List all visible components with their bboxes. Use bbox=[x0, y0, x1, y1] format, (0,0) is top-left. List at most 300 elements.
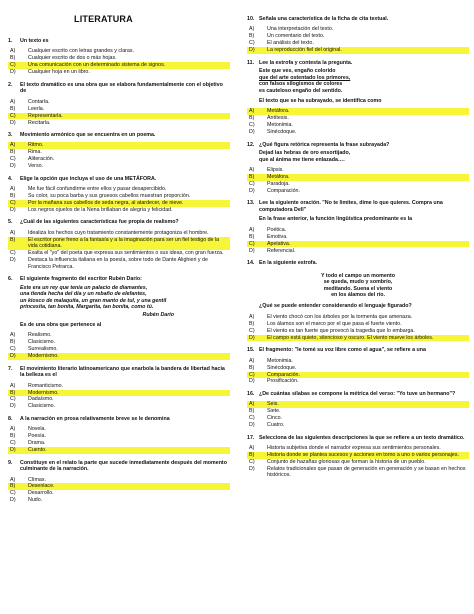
option-letter: A) bbox=[10, 142, 16, 149]
answer-option bbox=[8, 55, 230, 61]
answer-option-highlighted bbox=[247, 372, 469, 378]
option-text: Metáfora. bbox=[267, 108, 290, 115]
option-letter: C) bbox=[10, 346, 16, 353]
question-prompt: En la frase anterior, la función lingüística predominante es la bbox=[259, 216, 413, 223]
question-number: 6. bbox=[8, 276, 13, 283]
option-text: Romanticismo. bbox=[28, 382, 64, 389]
question-prompt: Es de una obra que pertenece al bbox=[20, 321, 102, 328]
option-letter: D) bbox=[249, 378, 255, 385]
option-text: Recitarla. bbox=[28, 119, 51, 126]
answer-option bbox=[247, 365, 469, 371]
option-letter: B) bbox=[249, 320, 255, 327]
answer-option bbox=[247, 33, 469, 39]
question-block bbox=[8, 132, 230, 170]
question-number: 4. bbox=[8, 175, 13, 182]
option-text: El viento es tan fuerte que provocó la tragedia que lo embarga. bbox=[267, 327, 415, 334]
option-text: Siete. bbox=[267, 408, 281, 415]
option-letter: A) bbox=[249, 445, 255, 452]
answer-options bbox=[8, 186, 230, 213]
answer-option bbox=[8, 440, 230, 446]
question-number: 15. bbox=[247, 347, 255, 354]
question-text: ¿De cuántas sílabas se compone la métrica del verso: "Yo tuve un hermano"? bbox=[259, 390, 456, 397]
answer-option bbox=[247, 415, 469, 421]
answer-option bbox=[8, 477, 230, 483]
answer-option bbox=[8, 490, 230, 496]
option-text: El escritor pone freno a la fantasía y a la imaginación para ser un fiel testigo de la vida cotidiana. bbox=[28, 236, 220, 250]
option-letter: B) bbox=[10, 433, 16, 440]
question-stem bbox=[8, 82, 230, 95]
option-text: Metáfora. bbox=[267, 174, 290, 181]
option-letter: B) bbox=[10, 105, 16, 112]
option-letter: A) bbox=[249, 401, 255, 408]
quoted-passage bbox=[259, 150, 469, 163]
answer-options bbox=[8, 142, 230, 169]
question-number: 10. bbox=[247, 16, 255, 22]
answer-option bbox=[8, 230, 230, 236]
option-letter: A) bbox=[10, 382, 16, 389]
option-text: Me fue fácil confundirme entre ellos y pasar desapercibido. bbox=[28, 186, 167, 193]
answer-options bbox=[247, 108, 469, 135]
question-block bbox=[8, 366, 230, 410]
option-letter: C) bbox=[10, 250, 16, 257]
option-letter: B) bbox=[249, 364, 255, 371]
option-text: Desarrollo. bbox=[28, 490, 54, 497]
answer-option-highlighted bbox=[8, 483, 230, 489]
question-text: El movimiento literario latinoamericano que enarbola la bandera de libertad hacia la belleza es el bbox=[20, 365, 225, 379]
option-text: Cualquier escrito de dos o más hojas. bbox=[28, 55, 117, 62]
option-text: Cuento. bbox=[28, 447, 47, 454]
answer-option bbox=[8, 426, 230, 432]
option-text: Referencial. bbox=[267, 247, 296, 254]
question-stem bbox=[8, 276, 230, 282]
option-letter: B) bbox=[249, 115, 255, 122]
answer-option bbox=[8, 250, 230, 256]
answer-options bbox=[8, 477, 230, 504]
question-block bbox=[8, 276, 230, 359]
answer-option bbox=[247, 40, 469, 46]
question-block bbox=[247, 260, 469, 341]
question-number: 2. bbox=[8, 81, 13, 88]
answer-option bbox=[247, 115, 469, 121]
answer-option-highlighted bbox=[247, 108, 469, 114]
answer-option bbox=[8, 433, 230, 439]
option-letter: C) bbox=[249, 415, 255, 422]
answer-option-highlighted bbox=[8, 200, 230, 206]
verse-line: se queda, mudo y sombrío, bbox=[323, 279, 393, 286]
option-text: Historia subjetiva donde el narrador expresa sus sentimientos personales. bbox=[267, 445, 441, 452]
question-prompt: ¿Qué se puede entender considerando el lenguaje figurado? bbox=[259, 303, 412, 310]
option-text: Drama. bbox=[28, 440, 46, 447]
question-number: 5. bbox=[8, 219, 13, 226]
question-block bbox=[8, 176, 230, 214]
option-text: Sinécdoque. bbox=[267, 364, 297, 371]
question-text: Elige la opción que incluya el uso de una METÁFORA. bbox=[20, 175, 157, 182]
answer-option-highlighted bbox=[247, 452, 469, 458]
option-text: Poesía. bbox=[28, 433, 46, 440]
answer-option bbox=[8, 403, 230, 409]
question-stem bbox=[8, 219, 230, 225]
option-text: Relatos tradicionales que pasan de generación en generación y se basan en hechos históricos. bbox=[267, 466, 466, 479]
verse-line: Y todo el campo un momento bbox=[320, 272, 396, 279]
option-letter: A) bbox=[10, 98, 16, 105]
question-stem bbox=[247, 142, 469, 148]
answer-option bbox=[8, 257, 230, 270]
option-letter: D) bbox=[10, 353, 16, 360]
question-stem bbox=[247, 200, 469, 213]
option-letter: C) bbox=[10, 112, 16, 119]
question-number: 16. bbox=[247, 390, 255, 397]
option-letter: B) bbox=[249, 408, 255, 415]
question-block bbox=[8, 416, 230, 454]
option-letter: C) bbox=[249, 459, 255, 466]
quoted-passage bbox=[259, 68, 469, 94]
option-letter: B) bbox=[10, 236, 16, 243]
question-text: El siguiente fragmento del escritor Rubén Darío: bbox=[20, 276, 142, 283]
passage-author: Rubén Darío bbox=[142, 312, 174, 319]
option-text: Elipsis. bbox=[267, 167, 284, 174]
option-letter: D) bbox=[249, 188, 255, 195]
option-letter: A) bbox=[249, 313, 255, 320]
answer-option-highlighted bbox=[247, 174, 469, 180]
question-block bbox=[247, 435, 469, 479]
question-stem bbox=[8, 176, 230, 182]
verse-line: Este que ves, engaño colorido bbox=[259, 68, 336, 75]
question-text: Movimiento armónico que se encuentra en un poema. bbox=[20, 131, 156, 138]
option-text: Dadaísmo. bbox=[28, 396, 54, 403]
option-text: Novela. bbox=[28, 426, 46, 433]
answer-option bbox=[247, 358, 469, 364]
question-number: 8. bbox=[8, 415, 13, 422]
option-letter: D) bbox=[10, 119, 16, 126]
option-text: Clímax. bbox=[28, 476, 46, 483]
option-letter: C) bbox=[10, 156, 16, 163]
option-letter: B) bbox=[249, 33, 255, 40]
question-stem bbox=[8, 460, 230, 473]
option-text: El análisis del texto. bbox=[267, 40, 314, 47]
option-text: Verso. bbox=[28, 163, 44, 170]
answer-option bbox=[247, 466, 469, 479]
answer-option bbox=[8, 99, 230, 105]
answer-option bbox=[8, 120, 230, 126]
answer-options bbox=[8, 383, 230, 410]
option-text: Su color, su poca barba y sus gruesos cabellos muestran proporción. bbox=[28, 193, 191, 200]
answer-option-highlighted bbox=[247, 241, 469, 247]
answer-option bbox=[8, 149, 230, 155]
question-number: 17. bbox=[247, 434, 255, 441]
question-number: 13. bbox=[247, 200, 255, 207]
question-stem bbox=[247, 16, 469, 22]
question-block bbox=[247, 391, 469, 429]
answer-option bbox=[247, 26, 469, 32]
option-text: Nudo. bbox=[28, 497, 43, 504]
question-number: 9. bbox=[8, 459, 13, 466]
answer-option bbox=[247, 321, 469, 327]
question-text: Señala una característica de la ficha de cita textual. bbox=[259, 16, 389, 22]
option-text: Desenlace. bbox=[28, 483, 55, 490]
answer-option bbox=[8, 193, 230, 199]
answer-option-highlighted bbox=[247, 47, 469, 53]
answer-option bbox=[8, 497, 230, 503]
question-number: 7. bbox=[8, 365, 13, 372]
answer-option-highlighted bbox=[8, 447, 230, 453]
question-text: Un texto es bbox=[20, 37, 49, 44]
option-letter: C) bbox=[10, 200, 16, 207]
option-text: Comparación. bbox=[267, 371, 300, 378]
option-text: Idealiza los hechos cuyo tratamiento constantemente protagoniza el hombre. bbox=[28, 229, 209, 236]
option-letter: A) bbox=[10, 48, 16, 55]
option-text: Seis. bbox=[267, 401, 279, 408]
option-letter: A) bbox=[10, 186, 16, 193]
option-text: Apelativa. bbox=[267, 240, 291, 247]
option-text: Antítesis. bbox=[267, 115, 289, 122]
question-block bbox=[247, 200, 469, 254]
answer-option bbox=[8, 207, 230, 213]
answer-option bbox=[8, 383, 230, 389]
answer-option bbox=[247, 378, 469, 384]
answer-options bbox=[8, 48, 230, 75]
question-block bbox=[247, 142, 469, 195]
option-letter: A) bbox=[10, 426, 16, 433]
option-text: Contarla. bbox=[28, 98, 50, 105]
option-text: Sinécdoque. bbox=[267, 129, 297, 136]
option-letter: D) bbox=[10, 447, 16, 454]
option-letter: C) bbox=[249, 240, 255, 247]
option-letter: B) bbox=[249, 452, 255, 459]
question-number: 11. bbox=[247, 59, 255, 66]
option-letter: A) bbox=[249, 108, 255, 115]
option-letter: B) bbox=[10, 55, 16, 62]
question-block bbox=[8, 219, 230, 270]
option-text: Representarla. bbox=[28, 112, 63, 119]
option-text: Paradoja. bbox=[267, 181, 290, 188]
answer-options bbox=[8, 332, 230, 359]
option-text: Cualquier escrito con letras grandes y claras. bbox=[28, 48, 134, 55]
answer-option bbox=[247, 188, 469, 194]
option-text: Una comunicación con un determinado sistema de signos. bbox=[28, 62, 166, 69]
option-text: Cualquier hoja en un libro. bbox=[28, 69, 90, 76]
answer-option bbox=[8, 156, 230, 162]
question-text: Lee la siguiente oración. "No te limites, dime lo que quieres. Compra una computadora Dell" bbox=[259, 200, 443, 213]
option-text: Conjunto de hazañas gloriosas que forman la historia de un pueblo. bbox=[267, 459, 426, 466]
answer-option bbox=[247, 234, 469, 240]
option-letter: C) bbox=[10, 62, 16, 69]
answer-option bbox=[247, 167, 469, 173]
option-text: Comparación. bbox=[267, 188, 300, 195]
question-text: ¿Cuál de las siguientes características fue propia de realismo? bbox=[20, 219, 179, 226]
option-text: Metonimia. bbox=[267, 357, 293, 364]
option-letter: B) bbox=[249, 174, 255, 181]
option-letter: C) bbox=[249, 181, 255, 188]
question-number: 12. bbox=[247, 141, 255, 148]
option-letter: D) bbox=[249, 334, 255, 341]
option-letter: B) bbox=[10, 389, 16, 396]
verse-line: Dejad las hebras de oro ensortijado, bbox=[259, 150, 351, 157]
option-letter: C) bbox=[10, 396, 16, 403]
option-letter: C) bbox=[10, 440, 16, 447]
answer-option bbox=[8, 346, 230, 352]
option-letter: B) bbox=[10, 339, 16, 346]
question-stem bbox=[247, 60, 469, 66]
option-letter: A) bbox=[10, 229, 16, 236]
answer-options bbox=[247, 401, 469, 428]
left-question-list bbox=[8, 38, 230, 504]
answer-option bbox=[8, 339, 230, 345]
option-letter: A) bbox=[249, 357, 255, 364]
answer-option bbox=[247, 129, 469, 135]
option-letter: C) bbox=[249, 122, 255, 129]
option-letter: A) bbox=[249, 226, 255, 233]
question-text: ¿Qué figura retórica representa la frase subrayada? bbox=[259, 141, 390, 148]
question-text: En la siguiente estrofa. bbox=[259, 260, 317, 267]
option-letter: A) bbox=[10, 476, 16, 483]
answer-option bbox=[247, 328, 469, 334]
option-text: El campo está quieto, silencioso y oscuro. El viento mueve los árboles. bbox=[267, 334, 434, 341]
option-letter: D) bbox=[249, 466, 255, 473]
option-text: Un comentario del texto. bbox=[267, 33, 325, 40]
quoted-stanza bbox=[247, 273, 469, 299]
question-text: A la narración en prosa relativamente breve se le denomina bbox=[20, 415, 170, 422]
answer-option-highlighted bbox=[247, 401, 469, 407]
option-letter: D) bbox=[10, 403, 16, 410]
option-text: Ritmo. bbox=[28, 142, 44, 149]
underlined-verse: que del arte ostentado los primores, bbox=[259, 74, 351, 81]
option-text: Exalta el "yo" del poeta que expresa sus sentimientos o sus ideas, con gran fuerza. bbox=[28, 250, 224, 257]
option-letter: A) bbox=[249, 167, 255, 174]
option-letter: D) bbox=[10, 69, 16, 76]
option-text: Destaca la influencia italiana en la poesía, sobre todo de Dante Alighieri y de Francisco Petrarca. bbox=[28, 257, 208, 270]
option-text: Cinco. bbox=[267, 415, 283, 422]
verse-line: en los álamos del río. bbox=[331, 291, 385, 298]
option-letter: D) bbox=[10, 257, 16, 264]
right-question-list bbox=[247, 16, 469, 479]
answer-option bbox=[8, 163, 230, 169]
question-block bbox=[247, 60, 469, 136]
answer-option bbox=[8, 48, 230, 54]
answer-option bbox=[247, 227, 469, 233]
option-letter: B) bbox=[10, 483, 16, 490]
option-text: Aliteración. bbox=[28, 156, 55, 163]
option-text: Una interpretación del texto. bbox=[267, 26, 334, 33]
option-text: Emotiva. bbox=[267, 233, 288, 240]
option-letter: D) bbox=[10, 207, 16, 214]
option-text: Historia donde se plantea sucesos y acciones en torno a uno o varios personajes. bbox=[267, 452, 459, 459]
question-number: 3. bbox=[8, 131, 13, 138]
answer-options bbox=[247, 314, 469, 341]
answer-option bbox=[8, 332, 230, 338]
option-text: Rima. bbox=[28, 149, 42, 156]
option-text: Metonimia. bbox=[267, 122, 293, 129]
answer-options bbox=[8, 426, 230, 453]
question-stem bbox=[8, 38, 230, 44]
question-stem bbox=[8, 416, 230, 422]
option-text: Clasicismo. bbox=[28, 403, 56, 410]
option-letter: A) bbox=[249, 26, 255, 33]
answer-option bbox=[247, 181, 469, 187]
option-letter: A) bbox=[10, 332, 16, 339]
option-letter: D) bbox=[10, 497, 16, 504]
option-text: Leerla. bbox=[28, 105, 45, 112]
option-text: La reproducción fiel del original. bbox=[267, 47, 342, 54]
option-letter: D) bbox=[249, 47, 255, 54]
question-stem bbox=[247, 435, 469, 441]
answer-option bbox=[247, 422, 469, 428]
answer-option-highlighted bbox=[247, 335, 469, 341]
option-text: Clasicismo. bbox=[28, 339, 56, 346]
answer-options bbox=[247, 26, 469, 53]
option-text: Por la mañana sus cabellos de seda negra, al atardecer, de nieve. bbox=[28, 200, 184, 207]
question-text: Lee la estrofa y contesta la pregunta. bbox=[259, 59, 353, 66]
answer-option bbox=[247, 314, 469, 320]
quoted-passage: Este era un rey que tenía un palacio de diamantes, una tienda hecha del día y un rebaño de elefantes, un kiosco de malaquita, un gran manto de tul, y una gentil princesita, tan bonita, Margarita, tan bonita, como tú. bbox=[20, 284, 167, 310]
answer-options bbox=[247, 358, 469, 385]
answer-option bbox=[247, 459, 469, 465]
page-title: LITERATURA bbox=[74, 14, 133, 24]
option-text: Poética. bbox=[267, 226, 287, 233]
option-letter: B) bbox=[10, 193, 16, 200]
question-stem bbox=[8, 366, 230, 379]
answer-option-highlighted bbox=[8, 142, 230, 148]
answer-options bbox=[8, 99, 230, 126]
option-text: Realismo. bbox=[28, 332, 52, 339]
option-letter: C) bbox=[249, 40, 255, 47]
question-block bbox=[8, 460, 230, 504]
answer-option-highlighted bbox=[8, 353, 230, 359]
question-text: Constituye en el relato la parte que sucede inmediatamente después del momento culminante de la narración. bbox=[20, 459, 227, 473]
option-text: El viento chocó con los árboles por la tormenta que amenaza. bbox=[267, 313, 413, 320]
answer-option bbox=[247, 445, 469, 451]
answer-option bbox=[247, 122, 469, 128]
answer-options bbox=[247, 227, 469, 254]
option-letter: C) bbox=[10, 490, 16, 497]
answer-option-highlighted bbox=[8, 237, 230, 250]
verse-line: que al ánima me tiene enlazada…. bbox=[259, 156, 345, 163]
option-letter: D) bbox=[249, 422, 255, 429]
question-block bbox=[247, 16, 469, 54]
verse-line: con falsos silogismos de colores bbox=[259, 81, 343, 88]
option-letter: D) bbox=[249, 129, 255, 136]
answer-option-highlighted bbox=[8, 390, 230, 396]
answer-option bbox=[8, 396, 230, 402]
answer-option-highlighted bbox=[8, 113, 230, 119]
question-text: Selecciona de las siguientes descripciones la que se refiere a un texto dramático. bbox=[259, 434, 465, 441]
answer-option-highlighted bbox=[8, 62, 230, 68]
answer-options bbox=[247, 445, 469, 479]
option-letter: C) bbox=[249, 371, 255, 378]
verse-line: meditando. Suena el viento bbox=[323, 285, 393, 292]
answer-option bbox=[247, 248, 469, 254]
question-text: El fragmento: "le tomé su voz libre como el agua", se refiere a una bbox=[259, 347, 426, 354]
answer-option bbox=[8, 106, 230, 112]
option-text: Modernismo. bbox=[28, 389, 59, 396]
option-text: Prosificación. bbox=[267, 378, 299, 385]
question-number: 1. bbox=[8, 37, 13, 44]
option-letter: C) bbox=[249, 327, 255, 334]
option-letter: B) bbox=[249, 233, 255, 240]
option-text: Cuatro. bbox=[267, 422, 285, 429]
answer-option bbox=[8, 186, 230, 192]
verse-line: es cauteloso engaño del sentido. bbox=[259, 87, 343, 94]
question-text: El texto dramático es una obra que se elabora fundamentalmente con el objetivo de bbox=[20, 81, 223, 95]
option-text: Los negros ojuelos de la Nena brillaban de alegría y felicidad. bbox=[28, 207, 173, 214]
left-column bbox=[8, 14, 230, 510]
option-text: Modernismo. bbox=[28, 353, 59, 360]
option-letter: B) bbox=[10, 149, 16, 156]
question-block bbox=[247, 347, 469, 385]
answer-options bbox=[8, 230, 230, 270]
question-stem bbox=[8, 132, 230, 138]
option-letter: D) bbox=[249, 247, 255, 254]
question-stem bbox=[247, 260, 469, 266]
